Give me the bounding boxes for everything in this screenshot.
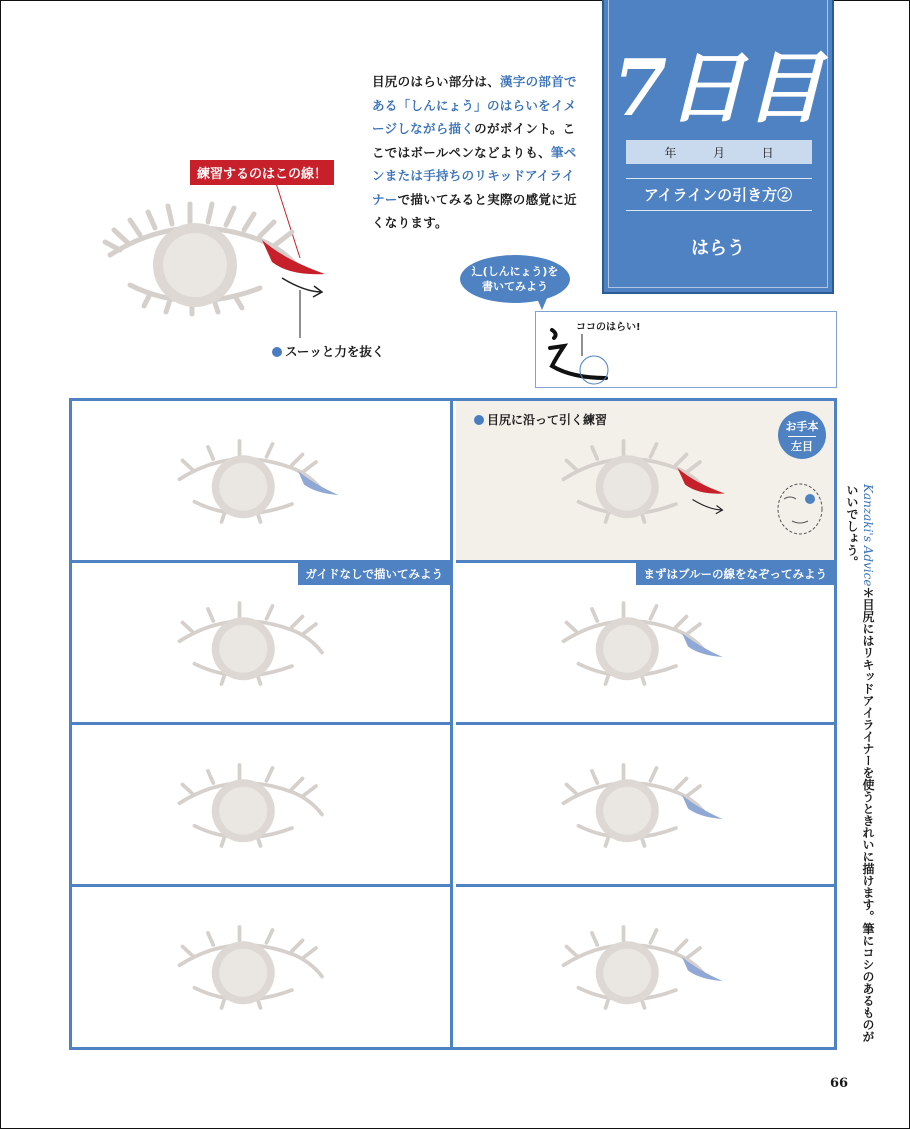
tip-note — [272, 342, 384, 360]
practice-cell[interactable] — [72, 725, 453, 887]
bullet-icon — [474, 415, 484, 425]
advice-text — [844, 484, 876, 1054]
eye-guide-illustration — [172, 923, 352, 1015]
face-icon — [774, 481, 826, 537]
eye-illustration — [100, 200, 340, 320]
model-eye-illustration — [556, 437, 736, 529]
practice-cell[interactable] — [72, 401, 453, 563]
practice-cell[interactable] — [456, 887, 834, 1047]
practice-grid — [69, 398, 837, 1050]
practice-cell[interactable] — [72, 887, 453, 1047]
practice-line-tag: 練習するのはこの線！ — [190, 160, 334, 185]
trace-label: まずはブルーの線をなぞってみよう — [636, 563, 834, 585]
badge-divider — [788, 436, 816, 437]
eye-guide-illustration — [556, 761, 736, 853]
intro-highlight: 筆ペンまたは手持ちのリキッドアイライナー — [372, 144, 577, 207]
bullet-icon — [272, 347, 282, 357]
badge-top: お手本 — [785, 420, 819, 433]
lesson-subtitle: はらう — [691, 238, 745, 259]
model-badge — [778, 411, 826, 459]
tip-text: スーッと力を抜く — [285, 344, 385, 359]
kanji-note: ココのはらい! — [576, 322, 641, 333]
page-number: 66 — [830, 1076, 849, 1091]
kanji-practice-box[interactable] — [535, 311, 837, 388]
intro-text: のがポイント。ここではボールペンなどよりも、 — [372, 121, 576, 160]
model-cell — [456, 401, 834, 563]
practice-cell[interactable] — [456, 563, 834, 725]
day-number: 7日目 — [612, 43, 824, 134]
eye-guide-illustration — [172, 599, 352, 691]
speech-bubble — [460, 255, 570, 303]
intro-highlight: 漢字の部首である「しんにょう」のはらいをイメージしながら描く — [372, 74, 577, 136]
bubble-tail — [536, 296, 548, 310]
bubble-line: 書いてみよう — [482, 280, 548, 293]
practice-cell[interactable] — [72, 563, 453, 725]
advice-star: ＊ — [861, 586, 875, 599]
badge-bottom: 左目 — [791, 440, 813, 453]
bubble-line: ⻌(しんにょう)を — [471, 265, 559, 278]
model-title-text: 目尻に沿って引く練習 — [487, 413, 608, 427]
lesson-title: アイラインの引き方② — [643, 186, 793, 204]
eye-guide-illustration — [172, 761, 352, 853]
advice-title: Kanzaki's Advice — [861, 484, 875, 587]
year-label: 年 — [664, 145, 677, 160]
eye-guide-illustration — [556, 599, 736, 691]
eye-guide-illustration — [172, 437, 352, 529]
advice-body: 目尻にはリキッドアイライナーを使うときれいに描けます。筆にコシのあるものがいいでしょう。 — [845, 484, 875, 1043]
intro-text: 目尻のはらい部分は、 — [372, 74, 501, 89]
eye-guide-illustration — [556, 923, 736, 1015]
practice-cell[interactable] — [456, 725, 834, 887]
intro-text: で描いてみると実際の感覚に近くなります。 — [372, 191, 577, 230]
model-title — [474, 411, 607, 428]
month-label: 月 — [712, 145, 725, 160]
day-label: 日 — [761, 145, 774, 160]
free-draw-label: ガイドなしで描いてみよう — [298, 563, 450, 585]
